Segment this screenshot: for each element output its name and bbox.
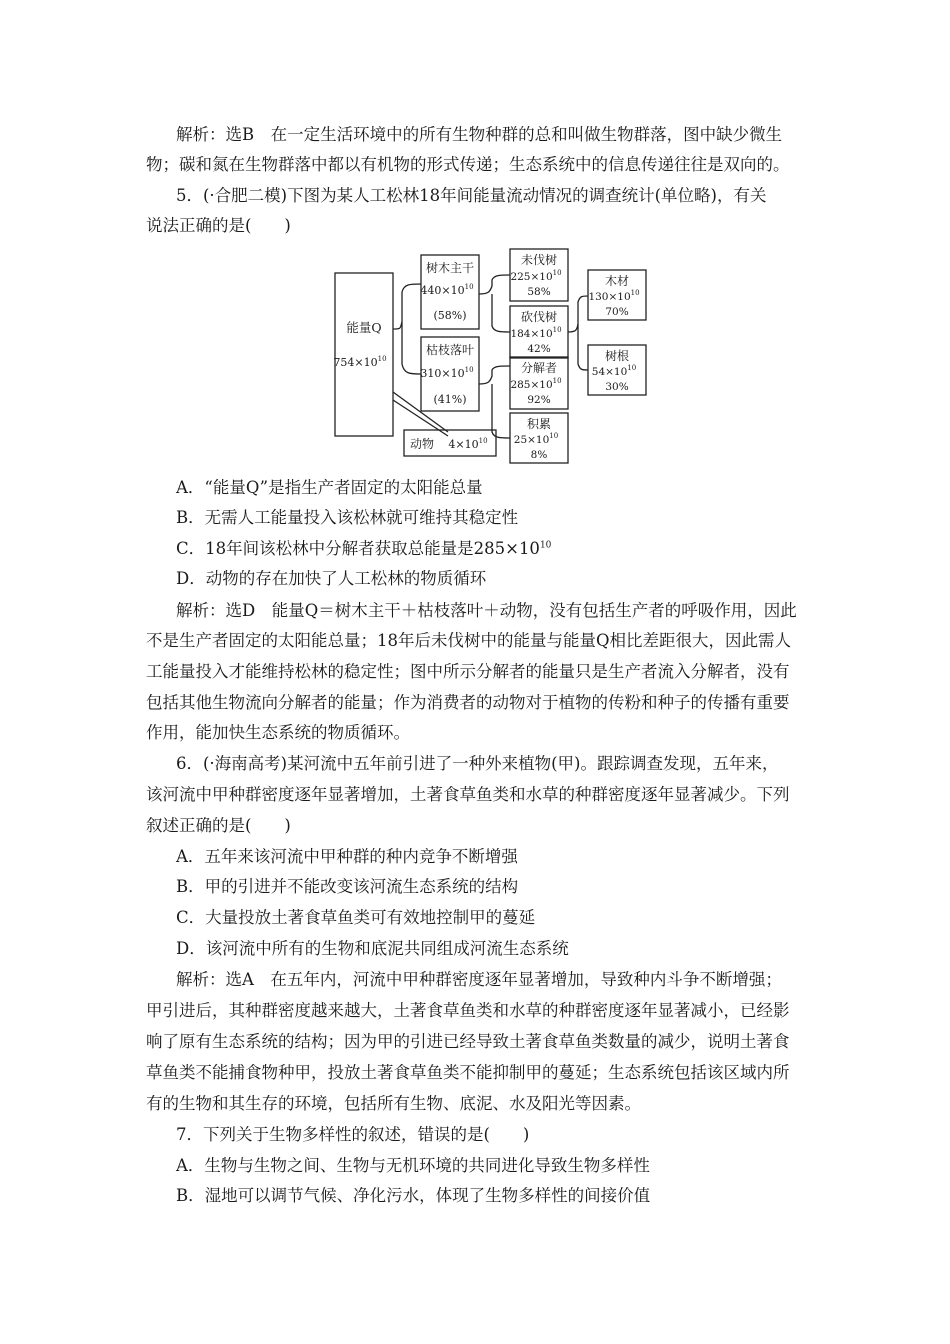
q6-analysis-line: 甲引进后，其种群密度越来越大，土著食草鱼类和水草的种群密度逐年显著减小，已经影: [146, 1001, 790, 1020]
q6-option-a: A．五年来该河流中甲种群的种内竞争不断增强: [176, 847, 518, 866]
decomposer-percent: 92%: [527, 394, 551, 406]
cut-tree-label: 砍伐树: [520, 310, 558, 324]
q6-analysis-line: 草鱼类不能捕食物种甲，投放土著食草鱼类不能抑制甲的蔓延；生态系统包括该区域内所: [146, 1063, 790, 1082]
timber-label: 木材: [604, 274, 630, 288]
q6-option-d: D．该河流中所有的生物和底泥共同组成河流生态系统: [176, 939, 569, 958]
q5-analysis-line: 不是生产者固定的太阳能总量；18年后未伐树中的能量与能量Q相比差距很大，因此需人: [146, 631, 792, 650]
accumulation-label: 积累: [526, 417, 552, 431]
q5-analysis-line: 包括其他生物流向分解者的能量；作为消费者的动物对于植物的传粉和种子的传播有重要: [146, 693, 790, 712]
animal-label: 动物: [409, 437, 435, 451]
q6-option-c: C．大量投放土著食草鱼类可有效地控制甲的蔓延: [176, 908, 536, 927]
energy-q-label: 能量Q: [346, 320, 382, 335]
uncut-tree-percent: 58%: [527, 286, 551, 298]
litter-percent: (41%): [433, 393, 467, 406]
question-6-stem: 6．(·海南高考)某河流中五年前引进了一种外来植物(甲)。跟踪调查发现，五年来，: [176, 754, 779, 773]
q6-analysis-line: 有的生物和其生存的环境，包括所有生物、底泥、水及阳光等因素。: [146, 1094, 641, 1113]
q5-option-b: B．无需人工能量投入该松林就可维持其稳定性: [176, 508, 519, 527]
energy-flow-diagram: [330, 242, 660, 464]
root-value: $54\times 10^{10}$: [591, 364, 637, 378]
accumulation-value: $25\times 10^{10}$: [513, 432, 559, 446]
decomposer-value: $285\times 10^{10}$: [510, 377, 562, 391]
q4-analysis-line: 解析：选B 在一定生活环境中的所有生物种群的总和叫做生物群落，图中缺少微生: [176, 125, 783, 144]
q5-analysis-line: 作用，能加快生态系统的物质循环。: [146, 723, 410, 742]
q6-analysis-line: 响了原有生态系统的结构；因为甲的引进已经导致土著食草鱼类数量的减少，说明土著食: [146, 1032, 790, 1051]
root-label: 树根: [604, 349, 630, 363]
q5-option-a: A．“能量Q”是指生产者固定的太阳能总量: [176, 478, 483, 497]
question-6-stem: 该河流中甲种群密度逐年显著增加，土著食草鱼类和水草的种群密度逐年显著减少。下列: [146, 785, 790, 804]
q7-option-b: B．湿地可以调节气候、净化污水，体现了生物多样性的间接价值: [176, 1186, 651, 1205]
timber-value: $130\times 10^{10}$: [588, 289, 640, 303]
q5-option-c: C．18年间该松林中分解者获取总能量是$285\times 10^{10}$: [176, 539, 552, 558]
litter-label: 枯枝落叶: [425, 343, 475, 357]
litter-value: $310\times 10^{10}$: [420, 366, 474, 380]
accumulation-percent: 8%: [530, 449, 548, 461]
question-5-stem: 5．(·合肥二模)下图为某人工松林18年间能量流动情况的调查统计(单位略)，有关: [176, 186, 767, 205]
q4-analysis-line: 物；碳和氮在生物群落中都以有机物的形式传递；生态系统中的信息传递往往是双向的。: [146, 155, 790, 174]
q5-analysis-line: 工能量投入才能维持松林的稳定性；图中所示分解者的能量只是生产者流入分解者，没有: [146, 662, 790, 681]
question-6-stem: 叙述正确的是( ): [146, 816, 291, 835]
trunk-percent: (58%): [433, 309, 467, 322]
animal-value: $4\times 10^{10}$: [448, 437, 488, 451]
decomposer-label: 分解者: [520, 361, 558, 375]
cut-tree-value: $184\times 10^{10}$: [510, 326, 562, 340]
uncut-tree-label: 未伐树: [520, 253, 558, 267]
q5-option-d: D．动物的存在加快了人工松林的物质循环: [176, 569, 487, 588]
trunk-value: $440\times 10^{10}$: [420, 283, 474, 297]
question-5-stem: 说法正确的是( ): [146, 216, 291, 235]
q6-option-b: B．甲的引进并不能改变该河流生态系统的结构: [176, 877, 519, 896]
q5-analysis-line: 解析：选D 能量Q＝树木主干＋枯枝落叶＋动物，没有包括生产者的呼吸作用，因此: [176, 601, 797, 620]
q6-analysis-line: 解析：选A 在五年内，河流中甲种群密度逐年显著增加，导致种内斗争不断增强；: [176, 970, 782, 989]
root-percent: 30%: [605, 381, 629, 393]
cut-tree-percent: 42%: [527, 343, 551, 355]
trunk-label: 树木主干: [425, 261, 475, 275]
timber-percent: 70%: [605, 306, 629, 318]
uncut-tree-value: $225\times 10^{10}$: [510, 269, 562, 283]
energy-q-value: $754\times 10^{10}$: [333, 355, 387, 369]
question-7-stem: 7．下列关于生物多样性的叙述，错误的是( ): [176, 1125, 530, 1144]
q7-option-a: A．生物与生物之间、生物与无机环境的共同进化导致生物多样性: [176, 1156, 650, 1175]
